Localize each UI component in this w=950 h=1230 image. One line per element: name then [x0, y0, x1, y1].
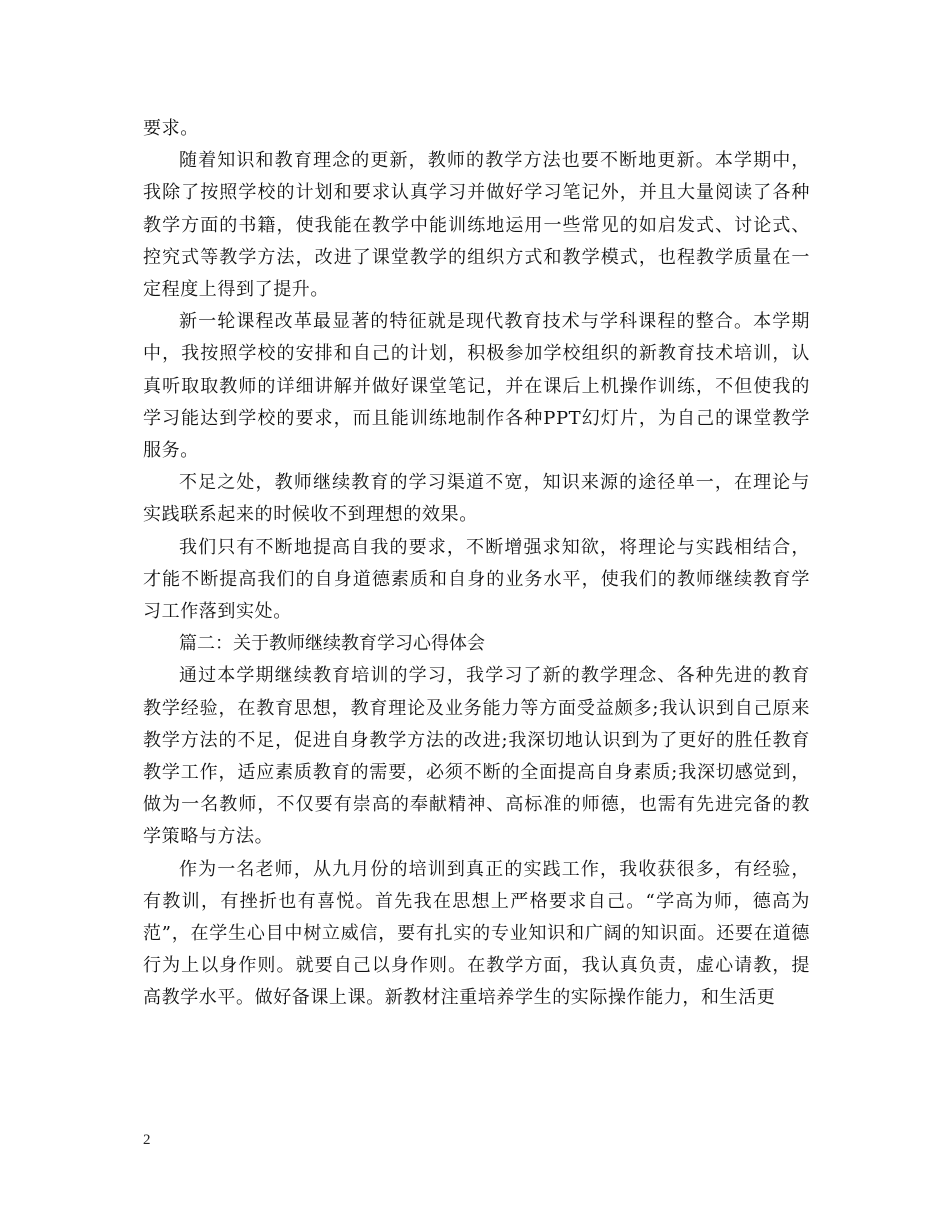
paragraph-training-summary: 通过本学期继续教育培训的学习，我学习了新的教学理念、各种先进的教育教学经验，在教育思想，教育理论及业务能力等方面受益颇多;我认识到自己原来教学方法的不足，促进自身教学方法的改进;我深切地认识到为了更好的胜任教育教学工作，适应素质教育的需要，必须不断的全面提高自身素质;我深切感觉到，做为一名教师，不仅要有崇高的奉献精神、高标准的师德，也需有先进完备的教学策略与方法。 — [143, 665, 810, 848]
paragraph-shortcomings: 不足之处，教师继续教育的学习渠道不宽，知识来源的途径单一，在理论与实践联系起来的时候收不到理想的效果。 — [143, 472, 810, 526]
paragraph-teacher-practice: 作为一名老师，从九月份的培训到真正的实践工作，我收获很多，有经验，有教训，有挫折也有喜悦。首先我在思想上严格要求自己。“学高为师，德高为范”，在学生心目中树立威信，要有扎实的专业知识和广阔的知识面。还要在道德行为上以身作则。就要自己以身作则。在教学方面，我认真负责，虚心请教，提高教学水平。做好备课上课。新教材注重培养学生的实际操作能力，和生活更 — [143, 858, 810, 1009]
paragraph-teaching-methods: 随着知识和教育理念的更新，教师的教学方法也要不断地更新。本学期中，我除了按照学校的计划和要求认真学习并做好学习笔记外，并且大量阅读了各种教学方面的书籍，使我能在教学中能训练地运用一些常见的如启发式、讨论式、控究式等教学方法，改进了课堂教学的组织方式和教学模式，也程教学质量在一定程度上得到了提升。 — [143, 150, 810, 301]
paragraph-curriculum-reform: 新一轮课程改革最显著的特征就是现代教育技术与学科课程的整合。本学期中，我按照学校的安排和自己的计划，积极参加学校组织的新教育技术培训，认真听取取教师的详细讲解并做好课堂笔记，并在课后上机操作训练，不但使我的学习能达到学校的要求，而且能训练地制作各种PPT幻灯片，为自己的课堂教学服务。 — [143, 311, 810, 462]
paragraph-conclusion: 我们只有不断地提高自我的要求，不断增强求知欲，将理论与实践相结合，才能不断提高我们的自身道德素质和自身的业务水平，使我们的教师继续教育学习工作落到实处。 — [143, 536, 810, 623]
section-heading: 篇二：关于教师继续教育学习心得体会 — [179, 633, 485, 655]
page-number: 2 — [143, 1132, 151, 1148]
document-body — [143, 113, 810, 1015]
paragraph-continuation: 要求。 — [143, 118, 199, 139]
